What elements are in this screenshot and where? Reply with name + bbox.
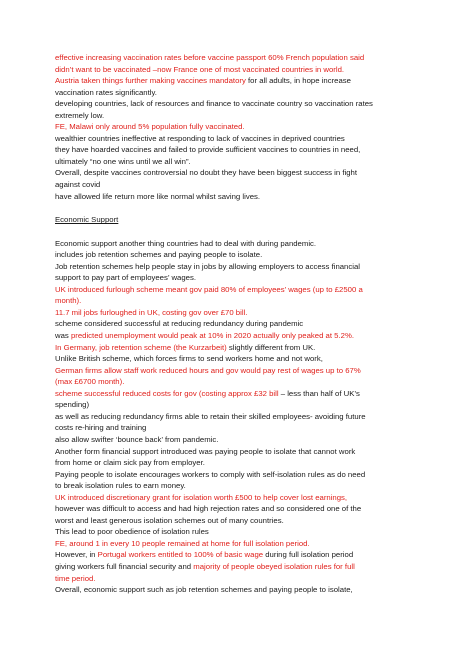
body-text: as well as reducing redundancy firms able to retain their skilled employees- avoiding future [55,411,366,421]
text-line [55,411,427,423]
body-text: Another form financial support introduced was paying people to isolate that cannot work [55,446,356,456]
section-heading [55,214,427,226]
text-line [55,64,427,76]
text-line [55,573,427,585]
body-text: for all adults, in hope increase [245,76,351,86]
text-line [55,261,427,273]
text-line [55,422,427,434]
text-line [55,238,427,250]
body-text: to break isolation rules to earn money. [55,481,186,491]
highlighted-text: German firms allow staff work reduced hours and gov would pay rest of wages up to 67% [55,365,361,375]
body-text: Overall, economic support such as job retention schemes and paying people to isolate, [55,585,353,595]
body-text: however was difficult to access and had high rejection rates and so considered one of the [55,504,362,514]
body-text: slightly different from UK. [226,342,316,352]
highlighted-text: predicted unemployment would peak at 10% in 2020 actually only peaked at 5.2%. [70,331,354,341]
text-line [55,295,427,307]
text-line [55,272,427,284]
body-text: developing countries, lack of resources and finance to vaccinate country so vaccination rates [55,99,373,109]
text-line [55,480,427,492]
highlighted-text: 11.7 mil jobs furloughed in UK, costing gov over £70 bill. [55,307,248,317]
text-line [55,434,427,446]
body-text: Paying people to isolate encourages workers to comply with self-isolation rules as do need [55,469,366,479]
text-line [55,353,427,365]
body-text: – less than half of UK’s [278,388,360,398]
text-line [55,167,427,179]
highlighted-text: scheme successful reduced costs for gov (costing approx £32 bill [55,388,279,398]
body-text: also allow swifter ‘bounce back’ from pandemic. [55,434,219,444]
text-line [55,284,427,296]
highlighted-text: effective increasing vaccination rates before vaccine passport 60% French population said [55,53,365,62]
text-line [55,526,427,538]
text-line [55,469,427,481]
body-text: giving workers full financial security and [55,561,194,571]
body-text: costs re-hiring and training [55,423,147,433]
highlighted-text: FE, Malawi only around 5% population fully vaccinated. [55,122,245,132]
highlighted-text: UK introduced furlough scheme meant gov paid 80% of employees’ wages (up to £2500 a [55,284,363,294]
highlighted-text: In Germany, job retention scheme (the Kurzarbeit) [55,342,227,352]
text-line [55,144,427,156]
document-body [55,52,427,596]
text-line [55,503,427,515]
text-line [55,388,427,400]
text-line [55,75,427,87]
body-text: Job retention schemes help people stay in jobs by allowing employers to access financial [55,261,361,271]
body-text: Economic Support [55,215,119,225]
text-line [55,561,427,573]
body-text: This lead to poor obedience of isolation rules [55,527,209,537]
body-text: extremely low. [55,110,105,120]
body-text: spending) [55,400,90,410]
highlighted-text: month). [55,296,82,306]
body-text: have allowed life return more like normal whilst saving lives. [55,191,261,201]
text-line [55,318,427,330]
highlighted-text: didn’t want to be vaccinated –now France one of most vaccinated countries in world. [55,64,345,74]
text-line [55,156,427,168]
body-text: Economic support another thing countries had to deal with during pandemic. [55,238,317,248]
text-line [55,249,427,261]
text-line [55,457,427,469]
text-line [55,330,427,342]
body-text: wealthier countries ineffective at responding to lack of vaccines in deprived countries [55,133,345,143]
highlighted-text: (max £6700 month). [55,377,125,387]
text-line [55,87,427,99]
paragraph-gap [55,226,427,238]
paragraph-gap [55,202,427,214]
highlighted-text: FE, around 1 in every 10 people remained at home for full isolation period. [55,538,310,548]
highlighted-text: Portugal workers entitled to 100% of basic wage [97,550,264,560]
body-text: Overall, despite vaccines controversial no doubt they have been biggest success in fight [55,168,357,178]
highlighted-text: UK introduced discretionary grant for isolation worth £500 to help cover lost earnings, [55,492,348,502]
body-text: scheme considered successful at reducing redundancy during pandemic [55,319,304,329]
text-line [55,342,427,354]
body-text: vaccination rates significantly. [55,87,157,97]
body-text: worst and least generous isolation schemes out of many countries. [55,515,284,525]
body-text: support to pay part of employees’ wages. [55,273,197,283]
text-line [55,191,427,203]
text-line [55,133,427,145]
text-line [55,446,427,458]
body-text: they have hoarded vaccines and failed to provide sufficient vaccines to countries in need, [55,145,361,155]
text-line [55,98,427,110]
body-text: However, in [55,550,98,560]
text-line [55,365,427,377]
text-line [55,110,427,122]
text-line [55,376,427,388]
text-line [55,538,427,550]
highlighted-text: time period. [55,573,96,583]
text-line [55,515,427,527]
text-line [55,492,427,504]
body-text: during full isolation period [263,550,354,560]
body-text: Unlike British scheme, which forces firms to send workers home and not work, [55,354,323,364]
body-text: was [55,331,71,341]
text-line [55,399,427,411]
text-line [55,307,427,319]
text-line [55,584,427,596]
highlighted-text: Austria taken things further making vaccines mandatory [55,76,246,86]
body-text: ultimately “no one wins until we all win”. [55,156,191,166]
body-text: includes job retention schemes and paying people to isolate. [55,250,263,260]
text-line [55,52,427,64]
highlighted-text: majority of people obeyed isolation rules for full [193,561,355,571]
text-line [55,121,427,133]
text-line [55,179,427,191]
body-text: from home or claim sick pay from employer. [55,458,205,468]
text-line [55,549,427,561]
body-text: against covid [55,180,101,190]
